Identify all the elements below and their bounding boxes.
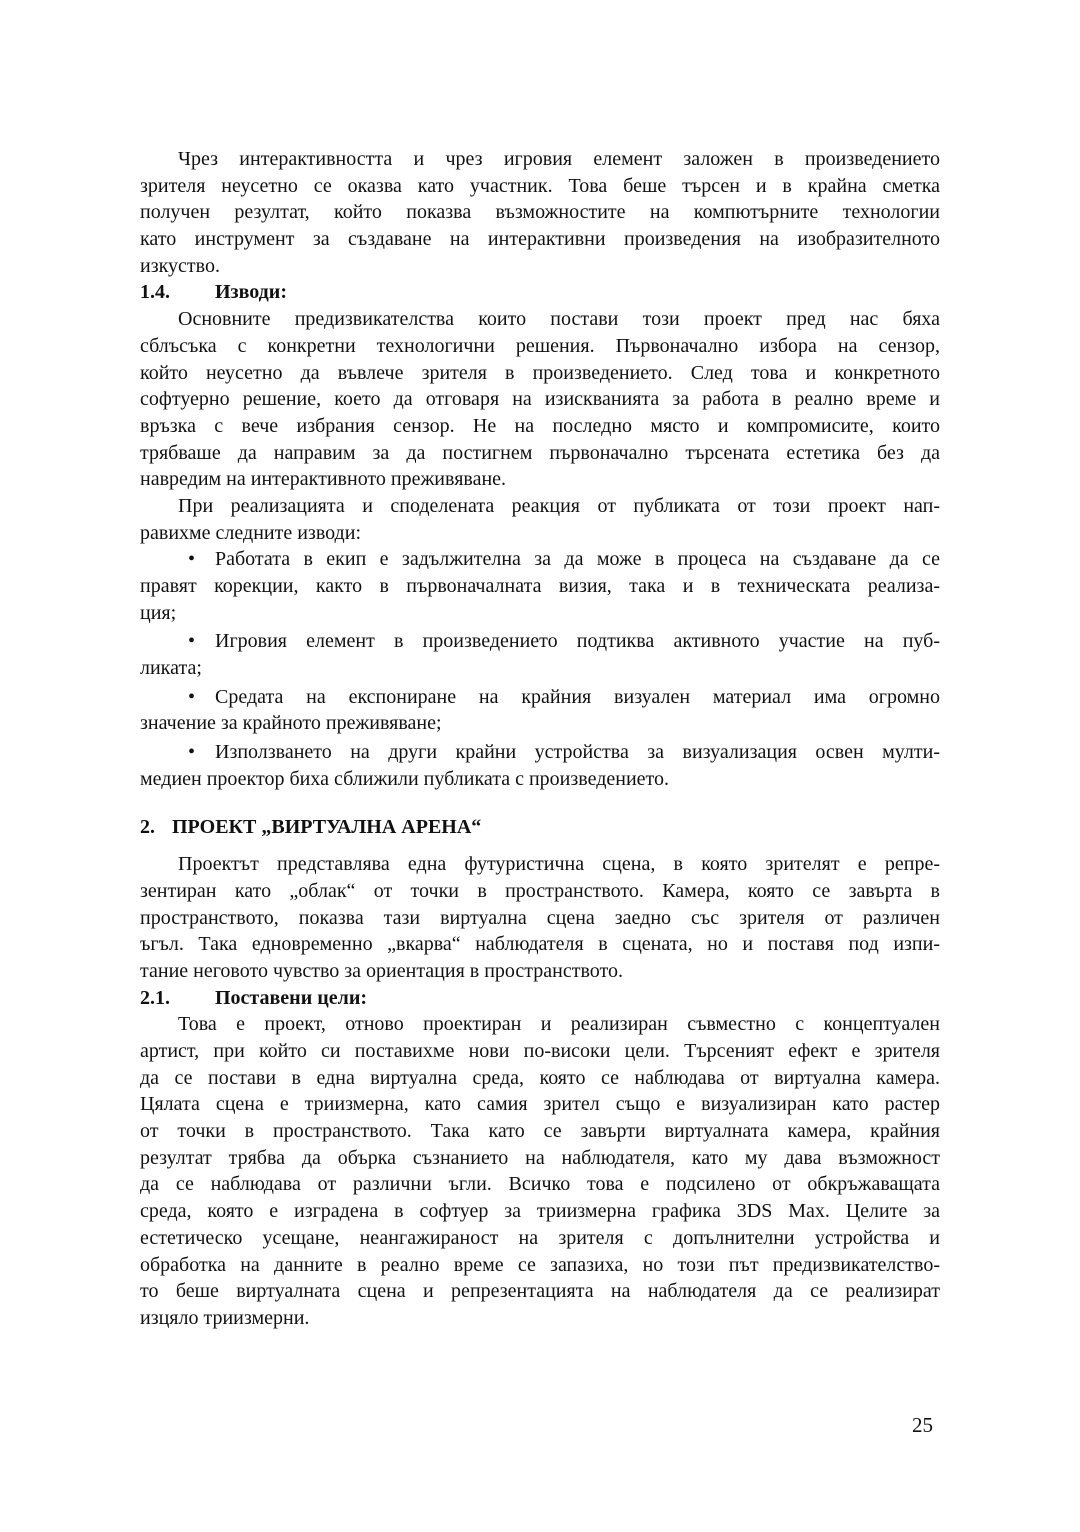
line-text: Игровия елемент в произведението подтиква активното участие на пуб- [215,630,940,653]
text-line: Чрез интерактивността и чрез игровия елемент заложен в произведението [178,148,940,170]
text-line: Това е проект, отново проектиран и реализиран съвместно с концептуален [178,1013,940,1036]
text-line [140,628,940,655]
text-line: от точки в пространството. Така като се завърти виртуалната камера, крайния [140,1120,940,1143]
text-line: среда, която е изградена в софтуер за триизмерна графика 3DS Max. Целите за [140,1200,940,1223]
section-heading [140,985,940,1012]
section-title: Поставени цели: [215,986,368,1009]
page-number: 25 [912,1413,933,1437]
bullet-icon: • [188,741,196,764]
bullet-list-item [140,628,940,681]
text-line: резултат трябва да обърка съзнанието на наблюдателя, като му дава възможност [140,1146,940,1169]
text-line: медиен проектор биха сближили публиката с произведението. [140,767,670,790]
text-line: като инструмент за създаване на интерактивни произведения на изобразителното [140,228,940,251]
bullet-list-item [140,739,940,792]
text-line: зрителя неусетно се оказва като участник. Това беше търсен и в крайна сметка [140,174,940,197]
text-line: Проектът представлява една футуристична сцена, в която зрителят е репре- [178,853,940,876]
bullet-icon: • [188,630,196,653]
section-heading [140,279,940,306]
paragraph [140,851,940,984]
text-line: връзка с вече избрания сензор. Не на последно място и компромисите, които [140,414,940,437]
text-line: изкуство. [140,254,220,277]
section-number: 2.1. [140,986,170,1009]
section-title: ПРОЕКТ „ВИРТУАЛНА АРЕНА“ [172,815,482,838]
paragraph [140,1011,940,1331]
text-line: да се постави в една виртуална среда, която се наблюдава от виртуална камера. [140,1066,940,1089]
text-line: артист, при който си поставихме нови по-високи цели. Търсеният ефект е зрителя [140,1040,940,1062]
section-number: 2. [140,815,155,838]
text-line: ликата; [140,657,202,680]
line-text: Използването на други крайни устройства за визуализация освен мулти- [215,741,940,764]
bullet-icon: • [188,548,196,571]
text-line: тание неговото чувство за ориентация в пространството. [140,959,624,982]
text-line: то беше виртуалната сцена и репрезентацията на наблюдателя да се реализират [140,1280,940,1303]
text-line: ъгъл. Така едновременно „вкарва“ наблюдателя в сцената, но и поставя под изпи- [140,933,940,956]
text-line: софтуерно решение, което да отговаря на изискванията за работа в реално време и [140,388,940,411]
paragraph [140,146,940,279]
text-line: Основните предизвикателства които постави този проект пред нас бяха [178,308,940,331]
text-line: равихме следните изводи: [140,521,361,544]
text-line: правят корекции, както в първоначалната визия, така и в техническата реализа- [140,575,940,597]
text-line [140,739,940,766]
text-line: сблъсъка с конкретни технологични решения. Първоначално избора на сензор, [140,334,940,357]
section-heading [140,814,940,841]
line-text: Работата в екип е задължителна за да може в процеса на създаване да се [215,548,940,571]
text-line [140,546,940,573]
text-line: естетическо усещане, неангажираност на зрителя с допълнителни устройства и [140,1226,940,1249]
text-line: ция; [140,601,177,624]
paragraph [140,493,940,546]
bullet-list-item [140,546,940,626]
document-body [140,146,940,1332]
text-line: изцяло триизмерни. [140,1306,310,1329]
text-line: трябваше да направим за да постигнем първоначално търсената естетика без да [140,441,940,464]
text-line: получен резултат, който показва възможностите на компютърните технологии [140,201,940,224]
section-number: 1.4. [140,281,170,304]
text-line: да се наблюдава от различни ъгли. Всичко това е подсилено от обкръжаващата [140,1173,940,1196]
paragraph [140,306,940,493]
section-title: Изводи: [215,281,287,304]
text-line: обработка на данните в реално време се запазиха, но този път предизвикателство- [140,1253,940,1276]
text-line: зентиран като „облак“ от точки в пространството. Камера, която се завърта в [140,879,940,902]
text-line [140,684,940,711]
line-text: Средата на експониране на крайния визуален материал има огромно [215,685,940,708]
text-line: който неусетно да въвлече зрителя в произведението. След това и конкретното [140,361,940,384]
text-line: При реализацията и споделената реакция от публиката от този проект нап- [178,494,940,517]
bullet-icon: • [188,685,196,708]
bullet-list-item [140,684,940,737]
text-line: значение за крайното преживяване; [140,712,442,735]
text-line: Цялата сцена е триизмерна, като самия зрител също е визуализиран като растер [140,1093,940,1116]
text-line: пространството, показва тази виртуална сцена заедно със зрителя от различен [140,906,940,929]
text-line: навредим на интерактивното преживяване. [140,468,507,491]
